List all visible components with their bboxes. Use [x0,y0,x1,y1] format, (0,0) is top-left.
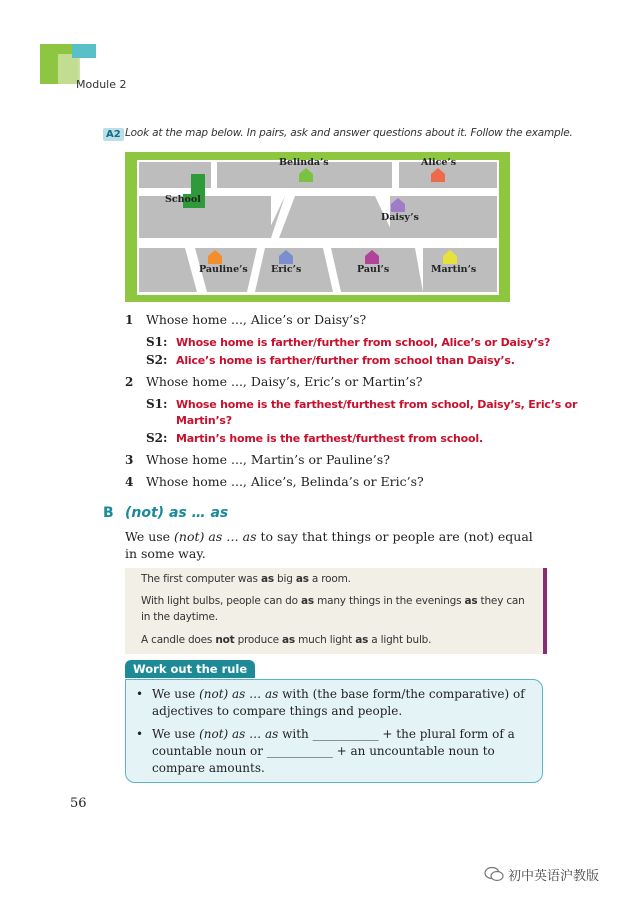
rule-text: We use (not) as … as with (the base form/the comparative) of adjectives to compare things and people. [152,687,525,718]
belinda-label: Belinda’s [279,157,329,168]
speaker-label: S2: [146,431,168,445]
bullet-icon: • [136,727,144,741]
question-text: Whose home ..., Alice’s, Belinda’s or Eric’s? [146,474,424,489]
pauline-label: Pauline’s [199,264,248,275]
page-number: 56 [70,796,87,811]
example-sentence: With light bulbs, people can do as many things in the evenings as they can [141,595,525,607]
question-number: 1 [125,313,134,327]
eric-label: Eric’s [271,264,302,275]
question-number: 2 [125,375,134,389]
module-logo-accent [72,44,96,58]
example-sentence-continued: in the daytime. [141,611,218,623]
a2-badge: A2 [103,128,124,141]
example-sentence: A candle does not produce as much light as a light bulb. [141,634,432,646]
daisy-label: Daisy’s [381,212,419,223]
question-text: Whose home ..., Daisy’s, Eric’s or Martin’s? [146,374,423,389]
answer-line-continued: Martin’s? [176,414,232,427]
section-letter: B [103,505,114,521]
map-drawing [125,152,510,302]
wechat-icon [484,866,504,882]
question-number: 4 [125,475,134,489]
question-text: Whose home ..., Martin’s or Pauline’s? [146,452,390,467]
answer-line: Martin’s home is the farthest/furthest from school. [176,432,483,445]
school-label: School [165,194,201,205]
bullet-icon: • [136,687,144,701]
answer-line: Alice’s home is farther/further from school than Daisy’s. [176,354,515,367]
rule-text: We use (not) as … as with ___________ + the plural form of a countable noun or ___________ + an uncountable noun to compare amounts. [152,727,515,775]
a2-instruction: Look at the map below. In pairs, ask and answer questions about it. Follow the example. [125,127,573,139]
rule-tab: Work out the rule [125,660,255,678]
speaker-label: S1: [146,397,168,411]
watermark: 初中英语沪教版 [508,869,600,884]
example-box [125,568,547,654]
answer-line: Whose home is the farthest/furthest from school, Daisy’s, Eric’s or [176,398,578,411]
speaker-label: S1: [146,335,168,349]
example-sentence: The first computer was as big as a room. [141,573,351,585]
section-description: We use (not) as … as to say that things or people are (not) equal in some way. [125,529,533,561]
alice-label: Alice’s [421,157,457,168]
question-number: 3 [125,453,134,467]
street-map [125,152,510,302]
answer-line: Whose home is farther/further from school, Alice’s or Daisy’s? [176,336,551,349]
rule-box [125,679,543,783]
module-label: Module 2 [76,78,127,91]
question-text: Whose home ..., Alice’s or Daisy’s? [146,312,367,327]
speaker-label: S2: [146,353,168,367]
paul-label: Paul’s [357,264,390,275]
martin-label: Martin’s [431,264,477,275]
section-title: (not) as … as [125,505,229,521]
